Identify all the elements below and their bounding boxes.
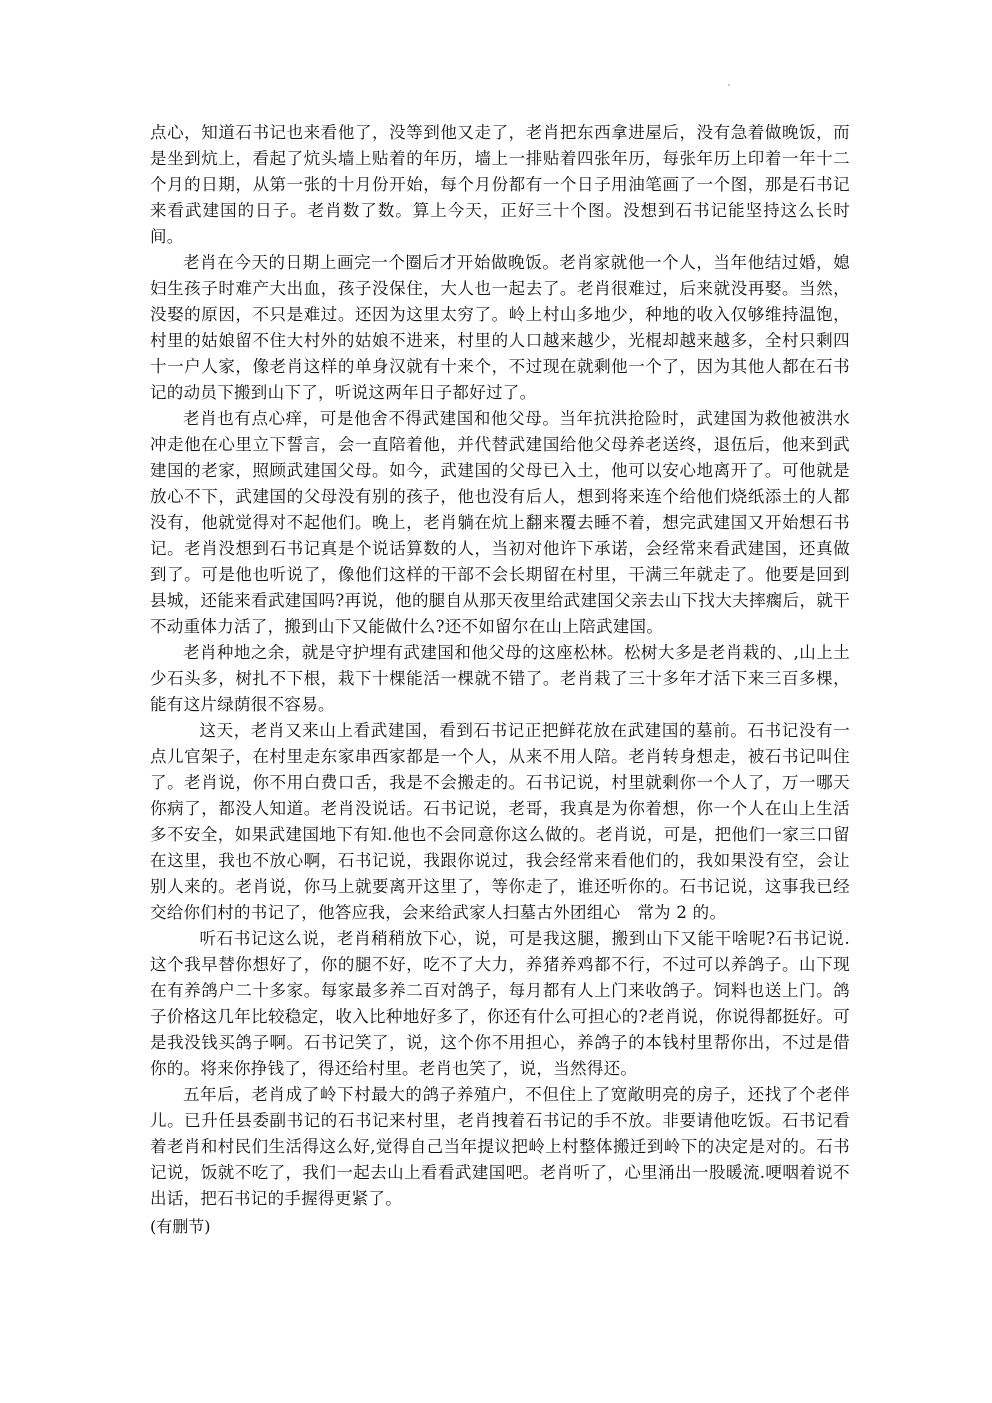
paragraph-4: 老肖种地之余，就是守护埋有武建国和他父母的这座松林。松树大多是老肖栽的、,山上土少石头多，树扎不下根，栽下十棵能活一棵就不错了。老肖栽了三十多年才活下来三百多棵，能有这片绿荫很不容易。 bbox=[150, 643, 850, 714]
paragraph-1: 点心，知道石书记也来看他了，没等到他又走了，老肖把东西拿进屋后，没有急着做晚饭，而是坐到炕上，看起了炕头墙上贴着的年历，墙上一排贴着四张年历，每张年历上印着一年十二个月的日期，从第一张的十月份开始，每个月份都有一个日子用油笔画了一个图，那是石书记来看武建国的日子。老肖数了数。算上今天，正好三十个图。没想到石书记能坚持这么长时间。 bbox=[150, 123, 850, 246]
abridged-note: (有删节) bbox=[150, 1217, 211, 1236]
paragraph-6: 听石书记这么说，老肖稍稍放下心，说，可是我这腿，搬到山下又能干啥呢?石书记说.这个我早替你想好了，你的腿不好，吃不了大力，养猪养鸡都不行，不过可以养鸽子。山下现在有养鸽户二十多家。每家最多养二百对鸽子，每月都有人上门来收鸽子。饲料也送上门。鸽子价格这几年比较稳定，收入比种地好多了，你还有什么可担心的?老肖说，你说得都挺好。可是我没钱买鸽子啊。石书记笑了，说，这个你不用担心，养鸽子的本钱村里帮你出，不过是借你的。将来你挣钱了，得还给村里。老肖也笑了，说，当然得还。 bbox=[150, 929, 850, 1078]
document-page bbox=[150, 120, 850, 1240]
paragraph-5: 这天，老肖又来山上看武建国，看到石书记正把鲜花放在武建国的墓前。石书记没有一点儿官架子，在村里走东家串西家都是一个人，从来不用人陪。老肖转身想走，被石书记叫住了。老肖说，你不用白费口舌，我是不会搬走的。石书记说，村里就剩你一个人了，万一哪天你病了，都没人知道。老肖没说话。石书记说，老哥，我真是为你着想，你一个人在山上生活多不安全，如果武建国地下有知.他也不会同意你这么做的。老肖说，可是，把他们一家三口留在这里，我也不放心啊，石书记说，我跟你说过，我会经常来看他们的，我如果没有空，会让别人来的。老肖说，你马上就要离开这里了，等你走了，谁还听你的。石书记说，这事我已经交给你们村的书记了，他答应我，会来给武家人扫墓古外团组心 常为 2 的。 bbox=[150, 721, 850, 922]
paragraph-7: 五年后，老肖成了岭下村最大的鸽子养殖户，不但住上了宽敞明亮的房子，还找了个老伴儿。已升任县委副书记的石书记来村里，老肖拽着石书记的手不放。非要请他吃饭。石书记看着老肖和村民们生活得这么好,觉得自己当年提议把岭上村整体搬迁到岭下的决定是对的。石书记说，饭就不吃了，我们一起去山上看看武建国吧。老肖听了，心里涌出一股暖流.哽咽着说不出话，把石书记的手握得更紧了。 bbox=[150, 1085, 850, 1208]
scan-speck bbox=[728, 84, 730, 86]
paragraph-2: 老肖在今天的日期上画完一个圈后才开始做晚饭。老肖家就他一个人，当年他结过婚，媳妇生孩子时难产大出血，孩子没保住，大人也一起去了。老肖很难过，后来就没再娶。当然，没娶的原因，不只是难过。还因为这里太穷了。岭上村山多地少，种地的收入仅够维持温饱，村里的姑娘留不住大村外的姑娘不进来，村里的人口越来越少，光棍却越来越多，全村只剩四十一户人家，像老肖这样的单身汉就有十来个，不过现在就剩他一个了，因为其他人都在石书记的动员下搬到山下了，听说这两年日子都好过了。 bbox=[150, 253, 850, 402]
paragraph-3: 老肖也有点心痒，可是他舍不得武建国和他父母。当年抗洪抢险时，武建国为救他被洪水冲走他在心里立下誓言，会一直陪着他，并代替武建国给他父母养老送终，退伍后，他来到武建国的老家，照顾武建国父母。如今，武建国的父母已入土，他可以安心地离开了。可他就是放心不下，武建国的父母没有别的孩子，他也没有后人，想到将来连个给他们烧纸添土的人都没有，他就觉得对不起他们。晚上，老肖躺在炕上翻来覆去睡不着，想完武建国又开始想石书记。老肖没想到石书记真是个说话算数的人，当初对他许下承诺，会经常来看武建国，还真做到了。可是他也听说了，像他们这样的干部不会长期留在村里，干满三年就走了。他要是回到县城，还能来看武建国吗?再说，他的腿自从那天夜里给武建国父亲去山下找大夫摔瘸后，就干不动重体力活了，搬到山下又能做什么?还不如留尔在山上陪武建国。 bbox=[150, 409, 850, 636]
